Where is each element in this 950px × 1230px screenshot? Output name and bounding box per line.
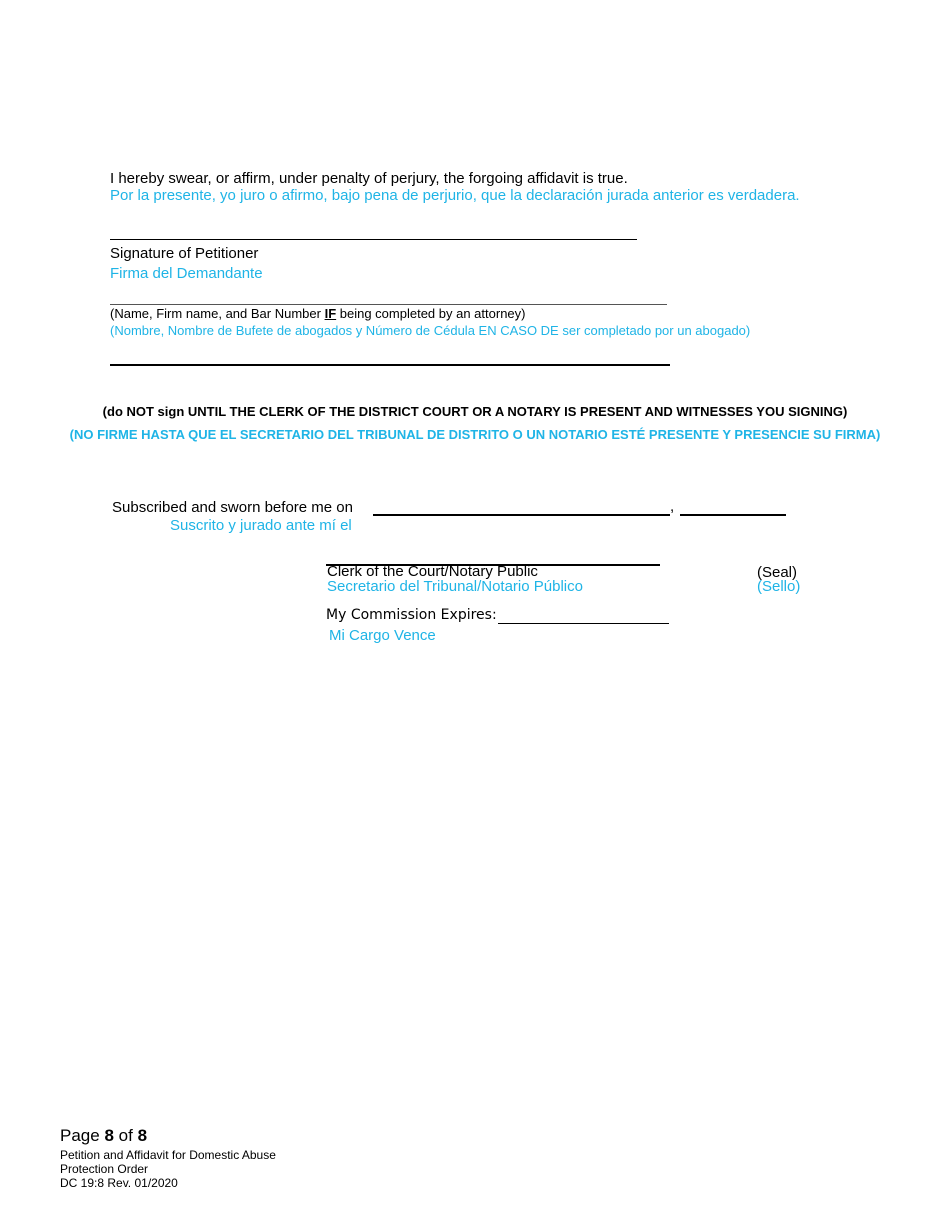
signature-label-spanish: Firma del Demandante [110,265,263,282]
page-number: Page 8 of 8 [60,1126,148,1145]
seal-label-spanish: (Sello) [757,578,801,595]
signature-label-english: Signature of Petitioner [110,245,259,262]
oath-english: I hereby swear, or affirm, under penalty of perjury, the forgoing affidavit is true. [110,170,628,187]
form-title-line-1: Petition and Affidavit for Domestic Abuse [60,1148,276,1162]
oath-spanish: Por la presente, yo juro o afirmo, bajo pena de perjurio, que la declaración jurada anterior es verdadera. [110,187,800,204]
warning-english: (do NOT sign UNTIL THE CLERK OF THE DISTRICT COURT OR A NOTARY IS PRESENT AND WITNESSES YOU SIGNING) [102,404,848,419]
seal-label-english: (Seal) [757,564,798,581]
subscribed-label-spanish: Suscrito y jurado ante mí el [170,517,352,534]
additional-line[interactable] [110,364,670,366]
commission-label-english: My Commission Expires: [326,607,497,623]
form-title-line-2: Protection Order [60,1162,149,1176]
commission-expiry-line[interactable] [498,623,669,624]
form-code: DC 19:8 Rev. 01/2020 [60,1176,178,1190]
attorney-label-english: (Name, Firm name, and Bar Number IF being completed by an attorney) [110,306,526,321]
warning-spanish: (NO FIRME HASTA QUE EL SECRETARIO DEL TRIBUNAL DE DISTRITO O UN NOTARIO ESTÉ PRESENTE Y PRESENCIE SU FIRMA) [69,427,881,442]
attorney-info-line[interactable] [110,304,667,305]
petitioner-signature-line[interactable] [110,239,637,240]
commission-label-spanish: Mi Cargo Vence [329,627,436,644]
clerk-label-english: Clerk of the Court/Notary Public [327,563,538,580]
date-comma: , [670,498,675,515]
clerk-label-spanish: Secretario del Tribunal/Notario Público [327,578,583,595]
subscribed-label-english: Subscribed and sworn before me on [112,499,353,516]
attorney-label-spanish: (Nombre, Nombre de Bufete de abogados y Número de Cédula EN CASO DE ser completado por un abogado) [110,323,751,338]
sworn-year-line[interactable] [680,514,786,516]
sworn-date-line[interactable] [373,514,670,516]
